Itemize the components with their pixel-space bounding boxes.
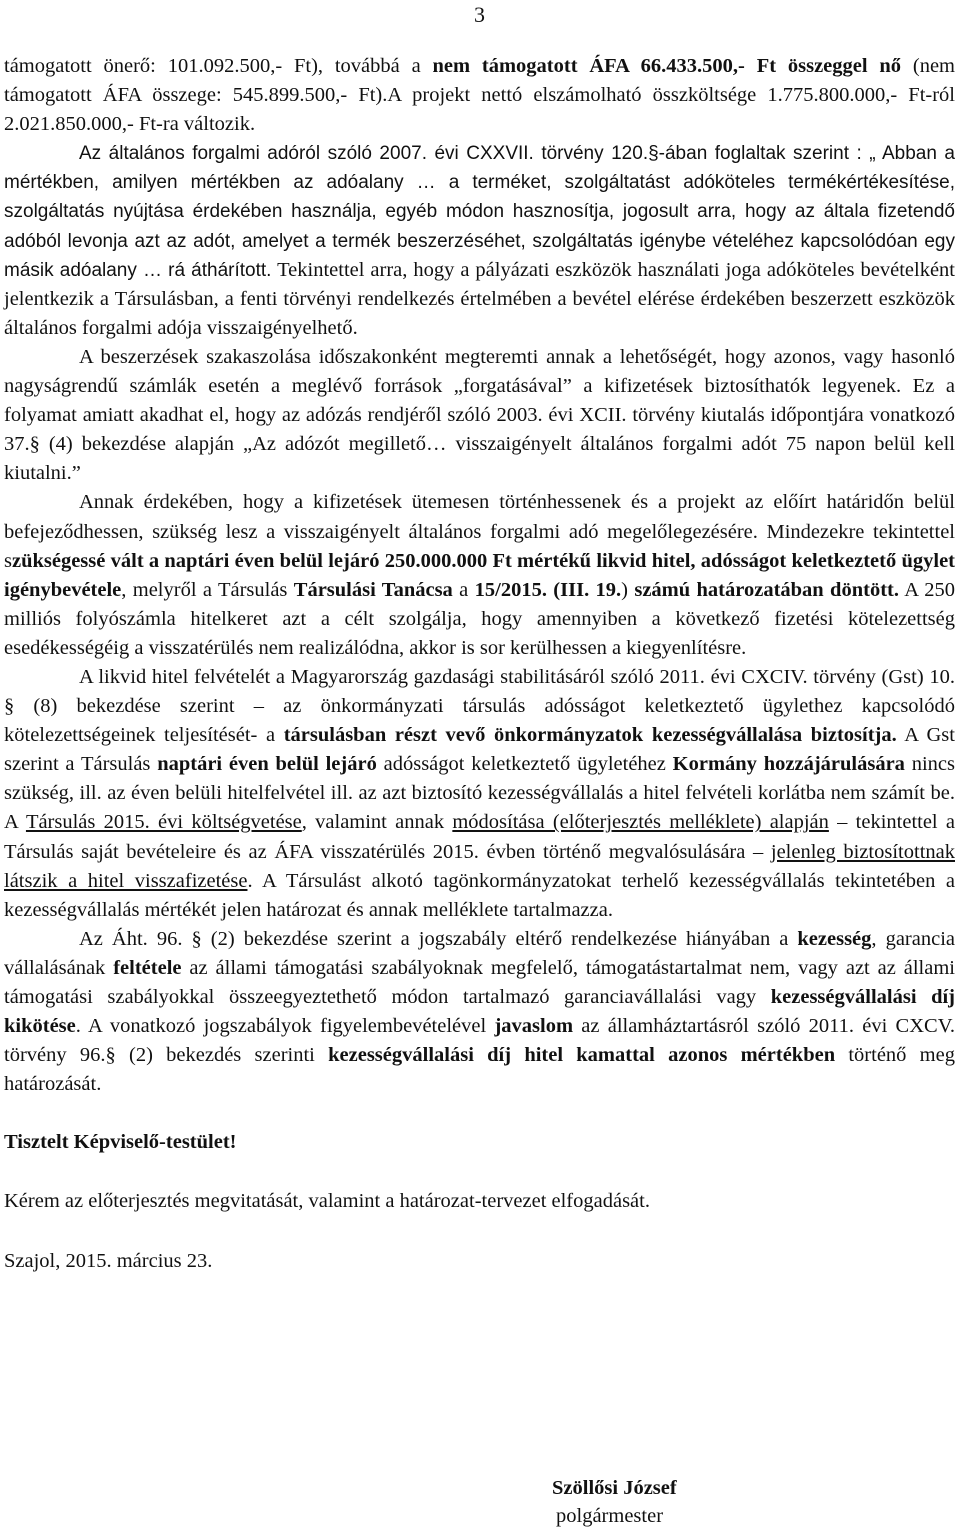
body-paragraph [4, 925, 955, 1100]
text-run: nincs szükség, ill. az éven belüli hitelfelvétel ill. az azt biztosító kezességvállalás a hitel felvételi korlátba nem számít be. A [4, 753, 955, 834]
bold-text: kezességvállalási díj hitel kamattal azonos mértékben [328, 1044, 836, 1067]
bold-text: feltétele [113, 956, 182, 979]
bold-text: Társulási Tanácsa [293, 578, 453, 601]
underlined-text: jelenleg biztosítottnak látszik a hitel visszafizetése [4, 840, 955, 892]
document-body [4, 52, 955, 1276]
text-run: történő meg határozását. [4, 1044, 955, 1096]
bold-text: Kormány hozzájárulására [672, 753, 905, 776]
bold-text: javaslom [494, 1015, 574, 1038]
text-run: az államháztartásról szóló 2011. évi CXCV. törvény 96.§ (2) bekezdés szerinti [4, 1015, 955, 1067]
body-paragraph [4, 52, 955, 139]
page-number: 3 [474, 2, 485, 27]
closing-request: Kérem az előterjesztés megvitatását, valamint a határozat-tervezet elfogadását. [4, 1190, 650, 1213]
body-paragraph [4, 139, 955, 343]
text-run: a [452, 578, 475, 601]
paragraph-list [4, 52, 955, 1099]
greeting: Tisztelt Képviselő-testület! [4, 1131, 237, 1154]
bold-text: nem támogatott ÁFA 66.433.500,- Ft összeggel nő [432, 55, 902, 77]
text-run: Az általános forgalmi adóról szóló 2007. évi CXXVII. törvény 120.§-ában foglaltak szerint : „ Abban a mértékben, amilyen mértékben az adóalany … a terméket, szolgáltatást adóköteles termékértékesítése, szolgáltatás nyújtása érdekében használja, egyéb módon hasznosítja, jogosult arra, hogy az általa fizetendő adóból levonja azt az adót, amelyet a termék beszerzéséhet, szolgáltatás igénybe vételéhez kapcsolódóan egy másik adóalany … rá áthárított. [4, 143, 955, 281]
underlined-text: módosítása (előterjesztés melléklete) alapján [452, 811, 829, 834]
text-run: , garancia vállalásának [4, 927, 955, 979]
body-paragraph [4, 488, 955, 663]
text-run: Tekintettel arra, hogy a pályázati eszközök használati joga adóköteles bevételként jelentkezik a Társulásban, a fenti törvényi rendelkezés értelmében a bevétel elérése érdekében beszerzett eszközök általános forgalmi adója visszaigényelhető. [4, 258, 956, 339]
text-run: . A vonatkozó jogszabályok figyelembevételével [75, 1015, 495, 1038]
signatory-title: polgármester [556, 1505, 664, 1527]
text-run: , valamint annak [301, 811, 453, 834]
text-run: A likvid hitel felvételét a Magyarország gazdasági stabilitásáról szóló 2011. évi CXCIV. törvény (Gst) 10. § (8) bekezdése szerint – az önkormányzati társulás adósságot keletkeztető ügylethez kapcsolódó kötelezettségeinek teljesítését- a [4, 665, 955, 747]
text-run: Az Áht. 96. § (2) bekezdése szerint a jogszabály eltérő rendelkezése hiányában a [79, 927, 798, 950]
bold-text: zükségessé vált a naptári éven belül lejáró 250.000.000 Ft mértékű likvid hitel, adósságot keletkeztető ügylet igénybevétele [4, 549, 955, 601]
bold-text: kezességvállalási díj kikötése [4, 986, 955, 1038]
underlined-text: Társulás 2015. évi költségvetése [25, 811, 302, 834]
body-paragraph [4, 343, 955, 488]
text-run: (nem támogatott ÁFA összege: 545.899.500,- Ft).A projekt nettó elszámolható összköltsége 1.775.800.000,- Ft-ról 2.021.850.000,- Ft-ra változik. [4, 55, 955, 136]
text-run: Annak érdekében, hogy a kifizetések ütemesen történhessenek és a projekt az előírt határidőn belül befejeződhessen, szükség lesz a visszaigényelt általános forgalmi adó megelőlegezésére. Mindezekre tekintettel s [4, 491, 955, 572]
place-date: Szajol, 2015. március 23. [4, 1249, 213, 1272]
text-run: támogatott önerő: 101.092.500,- Ft), továbbá a [4, 55, 433, 77]
text-run: A beszerzések szakaszolása időszakonként megteremti annak a lehetőségét, hogy azonos, vagy hasonló nagyságrendű számlák esetén a meglévő források „forgatásával” a kifizetések biztosíthatók legyenek. Ez a folyamat amiatt akadhat el, hogy az adózás rendjéről szóló 2003. évi XCII. törvény kiutalás időpontjára vonatkozó 37.§ (4) bekezdése alapján „Az adózót megillető… visszaigényelt általános forgalmi adót 75 napon belül kell kiutalni.” [4, 345, 955, 485]
body-paragraph [4, 663, 955, 925]
text-run: az állami támogatási szabályoknak megfelelő, támogatástartalmat nem, vagy azt az állami támogatási szabályokkal összeegyeztethető módon tartalmazó garanciavállalási vagy [4, 956, 955, 1008]
bold-text: 15/2015. (III. 19. [474, 578, 622, 601]
text-run: A Gst szerint a Társulás [4, 724, 955, 776]
bold-text: számú határozatában döntött. [634, 578, 899, 601]
text-run: ) [621, 578, 635, 601]
signatory-name: Szöllősi József [552, 1477, 677, 1499]
text-run: , melyről a Társulás [121, 578, 294, 601]
bold-text: társulásban részt vevő önkormányzatok kezességvállalása biztosítja. [283, 724, 897, 747]
bold-text: naptári éven belül lejáró [157, 753, 377, 776]
signature-block [552, 1474, 677, 1530]
text-run: – tekintettel a Társulás saját bevételeire és az ÁFA visszatérülés 2015. évben történő megvalósulására – [4, 811, 955, 863]
bold-text: kezesség [797, 927, 872, 950]
text-run: adósságot keletkeztető ügyletéhez [376, 753, 673, 776]
text-run: A 250 milliós folyószámla hitelkeret azt a célt szolgálja, hogy amennyiben a következő fizetési kötelezettség esedékességéig a visszatérülés nem realizálódna, akkor is sor kerülhessen a kiegyenlítésre. [4, 578, 955, 659]
text-run: . A Társulást alkotó tagönkormányzatokat terhelő kezességvállalás tekintetében a kezességvállalás mértékét jelen határozat és annak melléklete tartalmazza. [4, 869, 955, 921]
